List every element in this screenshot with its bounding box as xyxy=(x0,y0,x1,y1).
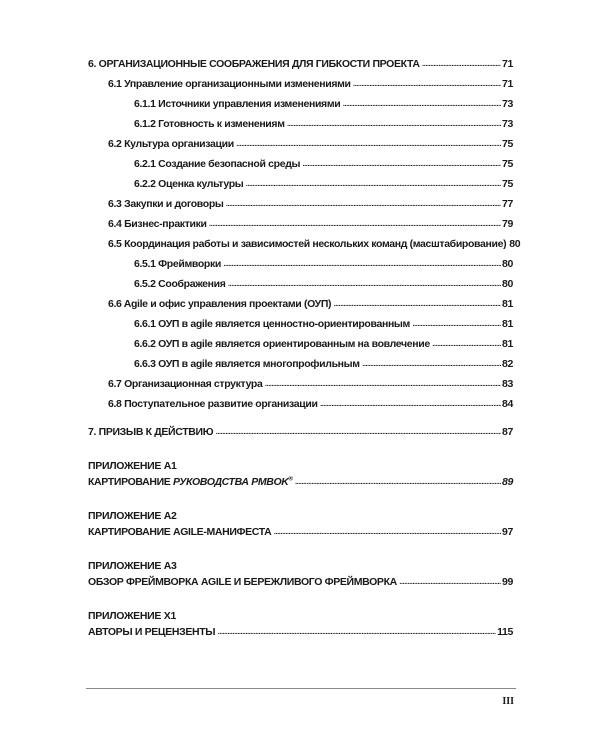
toc-entry[interactable] xyxy=(88,118,513,138)
leader-dots xyxy=(432,337,501,349)
toc-entry-page: 75 xyxy=(502,178,513,190)
toc-entry-title: 6.7 Организационная структура xyxy=(108,378,263,390)
leader-dots xyxy=(226,197,502,209)
leader-dots xyxy=(333,297,501,309)
leader-dots xyxy=(302,157,501,169)
appendix-a3-heading: ПРИЛОЖЕНИЕ A3 xyxy=(88,560,177,572)
toc-entry[interactable] xyxy=(88,278,513,298)
toc-entry-title: 6.1.1 Источники управления изменениями xyxy=(134,98,341,110)
toc-entry-page: 83 xyxy=(502,378,513,390)
toc-entry[interactable] xyxy=(88,98,513,118)
toc-entry-page: 73 xyxy=(502,118,513,130)
toc-entry[interactable] xyxy=(88,378,513,398)
table-of-contents xyxy=(88,58,521,646)
leader-dots xyxy=(215,425,501,437)
leader-dots xyxy=(362,357,501,369)
toc-entry-title: АВТОРЫ И РЕЦЕНЗЕНТЫ xyxy=(88,626,216,638)
toc-entry-page: 81 xyxy=(502,318,513,330)
toc-entry-title: 6.5.2 Соображения xyxy=(134,278,226,290)
toc-entry-page: 115 xyxy=(497,626,513,638)
leader-dots xyxy=(287,117,501,129)
toc-entry[interactable] xyxy=(88,258,513,278)
toc-entry-page: 87 xyxy=(502,426,513,438)
footer-rule xyxy=(86,688,516,689)
toc-entry[interactable] xyxy=(88,78,513,98)
toc-entry[interactable] xyxy=(88,238,521,258)
toc-entry-title: 6.5 Координация работы и зависимостей нескольких команд (масштабирование) xyxy=(108,238,507,250)
leader-dots xyxy=(228,277,501,289)
toc-entry-title: 6.3 Закупки и договоры xyxy=(108,198,224,210)
toc-entry-title: 6. ОРГАНИЗАЦИОННЫЕ СООБРАЖЕНИЯ ДЛЯ ГИБКОСТИ ПРОЕКТА xyxy=(88,58,420,70)
toc-entry-page: 89 xyxy=(502,476,513,488)
toc-entry-title: 6.6.2 ОУП в agile является ориентированным на вовлечение xyxy=(134,338,430,350)
leader-dots xyxy=(320,397,501,409)
toc-entry-title: 6.6.1 ОУП в agile является ценностно-ориентированным xyxy=(134,318,410,330)
toc-entry-title: 6.5.1 Фреймворки xyxy=(134,258,221,270)
toc-entry-page: 84 xyxy=(502,398,513,410)
toc-entry-page: 80 xyxy=(502,258,513,270)
toc-entry[interactable] xyxy=(88,298,513,318)
page-number: III xyxy=(502,696,514,707)
toc-entry-appendix-a1[interactable] xyxy=(88,476,513,496)
toc-entry-appendix-x1[interactable] xyxy=(88,626,513,646)
toc-entry-title: 6.1.2 Готовность к изменениям xyxy=(134,118,285,130)
toc-entry[interactable] xyxy=(88,58,513,78)
toc-entry-page: 81 xyxy=(502,298,513,310)
toc-entry[interactable] xyxy=(88,138,513,158)
toc-entry-page: 99 xyxy=(502,576,513,588)
leader-dots xyxy=(217,625,496,637)
toc-entry-page: 75 xyxy=(502,138,513,150)
toc-entry[interactable] xyxy=(88,198,513,218)
toc-entry-page: 73 xyxy=(502,98,513,110)
toc-entry-title: 6.2.2 Оценка культуры xyxy=(134,178,244,190)
leader-dots xyxy=(399,575,501,587)
toc-entry-title: 6.6 Agile и офис управления проектами (ОУП) xyxy=(108,298,332,310)
leader-dots xyxy=(236,137,501,149)
leader-dots xyxy=(412,317,501,329)
toc-entry[interactable] xyxy=(88,158,513,178)
toc-entry-title: 6.2.1 Создание безопасной среды xyxy=(134,158,301,170)
leader-dots xyxy=(342,97,501,109)
toc-entry-page: 97 xyxy=(502,526,513,538)
toc-entry-page: 77 xyxy=(502,198,513,210)
toc-entry-title: КАРТИРОВАНИЕ AGILE-МАНИФЕСТА xyxy=(88,526,272,538)
toc-entry-title: КАРТИРОВАНИЕ РУКОВОДСТВА PMBOK® xyxy=(88,476,293,488)
toc-entry-page: 80 xyxy=(502,278,513,290)
toc-entry[interactable] xyxy=(88,318,513,338)
appendix-a2-heading: ПРИЛОЖЕНИЕ A2 xyxy=(88,510,177,522)
toc-entry-page: 71 xyxy=(502,58,513,70)
toc-entry-page: 81 xyxy=(502,338,513,350)
toc-entry-title: 6.2 Культура организации xyxy=(108,138,234,150)
toc-entry-section-7[interactable] xyxy=(88,426,513,446)
appendix-a1-heading: ПРИЛОЖЕНИЕ A1 xyxy=(88,460,177,472)
toc-entry-appendix-a2[interactable] xyxy=(88,526,513,546)
leader-dots xyxy=(353,77,501,89)
toc-entry-title: ОБЗОР ФРЕЙМВОРКА AGILE И БЕРЕЖЛИВОГО ФРЕЙМВОРКА xyxy=(88,576,397,588)
toc-entry-title: 6.8 Поступательное развитие организации xyxy=(108,398,318,410)
leader-dots xyxy=(295,475,501,487)
toc-entry-page: 79 xyxy=(502,218,513,230)
section-6-entries xyxy=(88,58,521,418)
toc-entry-title: 6.4 Бизнес-практики xyxy=(108,218,207,230)
toc-entry[interactable] xyxy=(88,338,513,358)
toc-entry[interactable] xyxy=(88,218,513,238)
appendix-x1-heading: ПРИЛОЖЕНИЕ X1 xyxy=(88,610,176,622)
toc-entry-title: 6.6.3 ОУП в agile является многопрофильным xyxy=(134,358,360,370)
toc-entry-page: 82 xyxy=(502,358,513,370)
toc-entry-page: 80 xyxy=(509,238,521,250)
leader-dots xyxy=(209,217,501,229)
toc-entry[interactable] xyxy=(88,358,513,378)
leader-dots xyxy=(264,377,501,389)
leader-dots xyxy=(245,177,501,189)
toc-entry-title: 7. ПРИЗЫВ К ДЕЙСТВИЮ xyxy=(88,426,214,438)
toc-entry-page: 75 xyxy=(502,158,513,170)
toc-entry-appendix-a3[interactable] xyxy=(88,576,513,596)
leader-dots xyxy=(422,57,501,69)
toc-entry-page: 71 xyxy=(502,78,513,90)
leader-dots xyxy=(273,525,501,537)
toc-entry[interactable] xyxy=(88,178,513,198)
toc-entry[interactable] xyxy=(88,398,513,418)
toc-entry-title: 6.1 Управление организационными изменениями xyxy=(108,78,351,90)
leader-dots xyxy=(223,257,501,269)
